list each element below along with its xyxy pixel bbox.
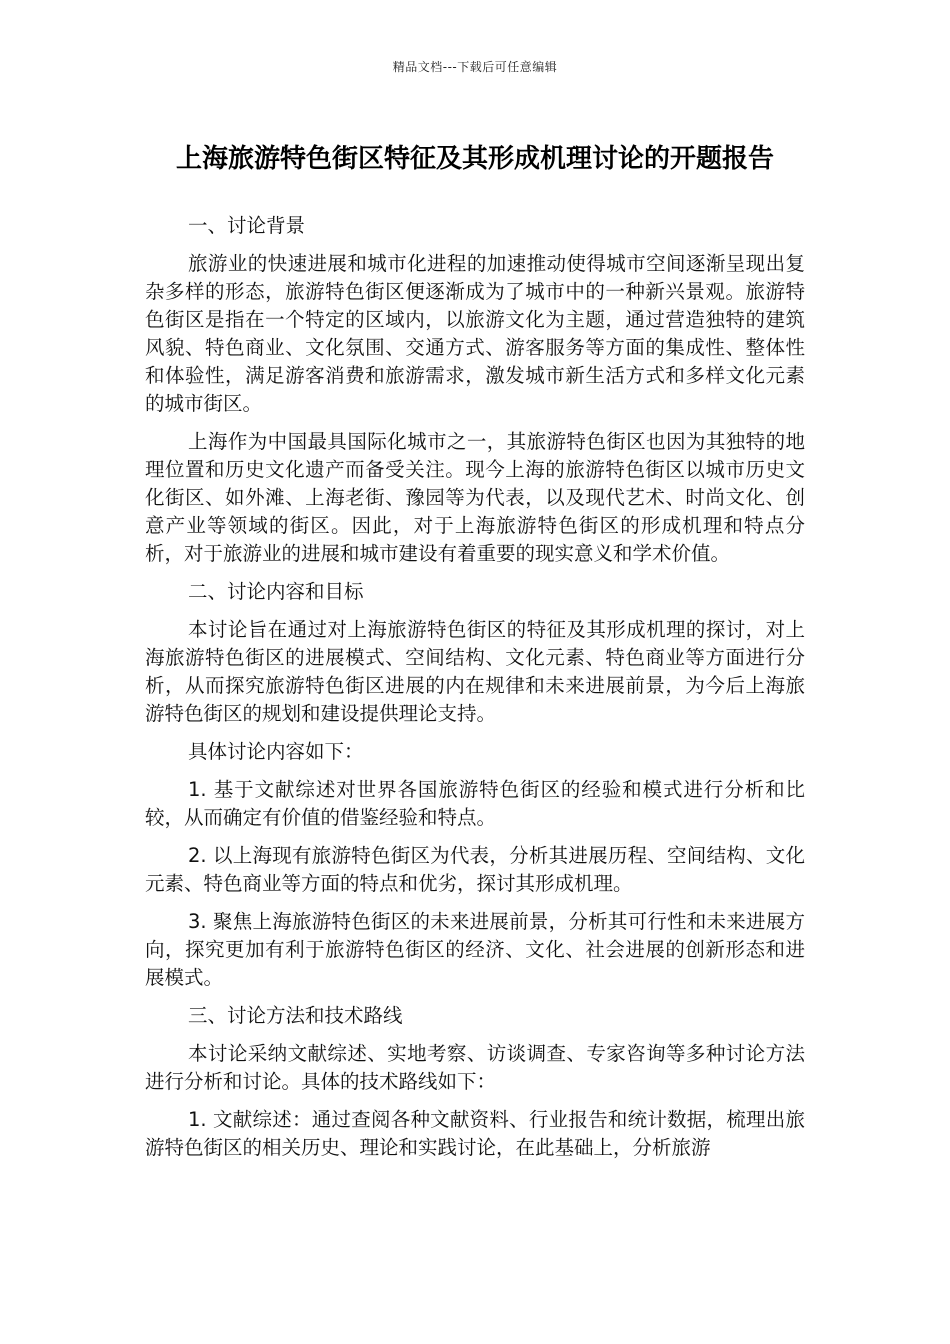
paragraph: 上海作为中国最具国际化城市之一，其旅游特色街区也因为其独特的地理位置和历史文化遗产而备受关注。现今上海的旅游特色街区以城市历史文化街区、如外滩、上海老街、豫园等为代表，以及现代艺术、时尚文化、创意产业等领域的街区。因此，对于上海旅游特色街区的形成机理和特点分析，对于旅游业的进展和城市建设有着重要的现实意义和学术价值。: [145, 430, 805, 565]
document-title: 上海旅游特色街区特征及其形成机理讨论的开题报告: [175, 144, 774, 174]
list-item: 3. 聚焦上海旅游特色街区的未来进展前景，分析其可行性和未来进展方向，探究更加有利于旅游特色街区的经济、文化、社会进展的创新形态和进展模式。: [145, 910, 805, 989]
list-item: 2. 以上海现有旅游特色街区为代表，分析其进展历程、空间结构、文化元素、特色商业等方面的特点和优劣，探讨其形成机理。: [145, 844, 805, 895]
paragraph: 本讨论采纳文献综述、实地考察、访谈调查、专家咨询等多种讨论方法进行分析和讨论。具体的技术路线如下：: [145, 1042, 805, 1093]
paragraph: 具体讨论内容如下：: [188, 740, 364, 763]
header-note: 精品文档---下载后可任意编辑: [392, 60, 558, 74]
section-heading-background: 一、讨论背景: [188, 214, 306, 237]
list-item: 1. 文献综述：通过查阅各种文献资料、行业报告和统计数据，梳理出旅游特色街区的相关历史、理论和实践讨论，在此基础上，分析旅游: [145, 1108, 805, 1159]
section-heading-content-goals: 二、讨论内容和目标: [188, 580, 364, 603]
document-body: [145, 212, 805, 1172]
paragraph: 旅游业的快速进展和城市化进程的加速推动使得城市空间逐渐呈现出复杂多样的形态，旅游特色街区便逐渐成为了城市中的一种新兴景观。旅游特色街区是指在一个特定的区域内，以旅游文化为主题，通过营造独特的建筑风貌、特色商业、文化氛围、交通方式、游客服务等方面的集成性、整体性和体验性，满足游客消费和旅游需求，激发城市新生活方式和多样文化元素的城市街区。: [145, 252, 805, 415]
paragraph: 本讨论旨在通过对上海旅游特色街区的特征及其形成机理的探讨，对上海旅游特色街区的进展模式、空间结构、文化元素、特色商业等方面进行分析，从而探究旅游特色街区进展的内在规律和未来进展前景，为今后上海旅游特色街区的规划和建设提供理论支持。: [145, 618, 805, 725]
list-item: 1. 基于文献综述对世界各国旅游特色街区的经验和模式进行分析和比较，从而确定有价值的借鉴经验和特点。: [145, 778, 805, 829]
section-heading-methods: 三、讨论方法和技术路线: [188, 1004, 403, 1027]
